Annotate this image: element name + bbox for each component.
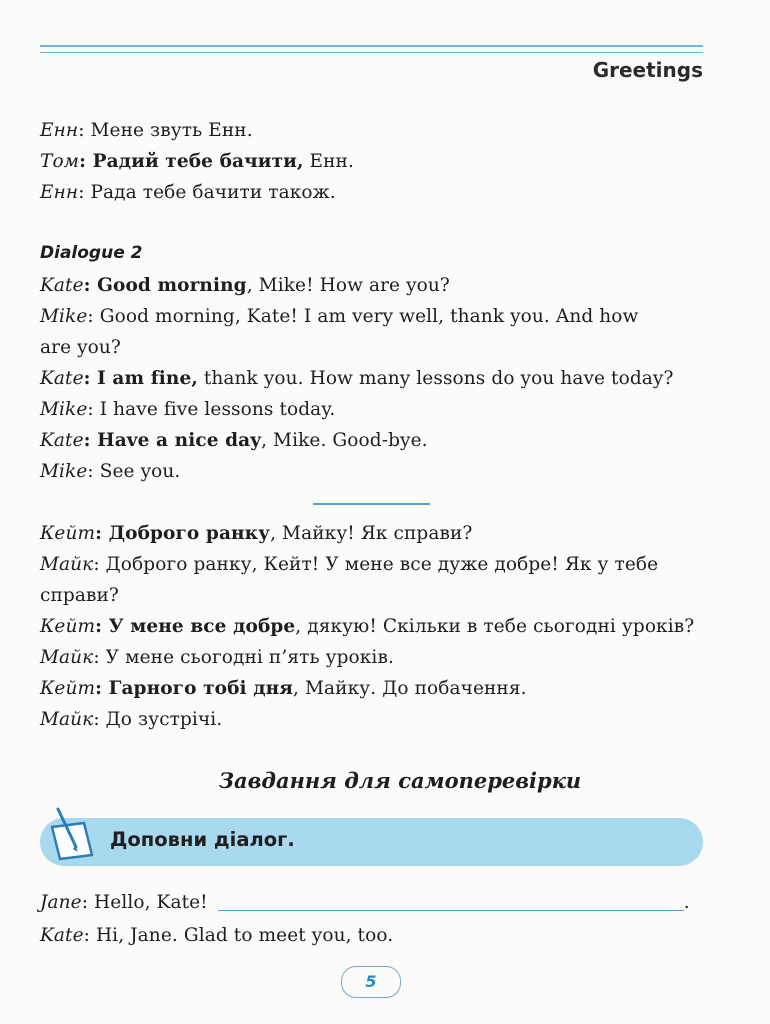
dialogue-line: Kate: Good morning, Mike! How are you? — [40, 275, 450, 296]
dialogue-line: Mike: See you. — [40, 461, 181, 482]
dialogue-line: Том: Радий тебе бачити, Енн. — [40, 151, 354, 172]
section-divider — [313, 503, 430, 505]
dialogue-line: Кейт: Гарного тобі дня, Майку. До побачення. — [40, 678, 527, 699]
dialogue-line: Кейт: Доброго ранку, Майку! Як справи? — [40, 523, 473, 544]
answer-blank[interactable] — [218, 892, 684, 911]
dialogue-line: Енн: Мене звуть Енн. — [40, 120, 253, 141]
dialogue-line: Майк: Доброго ранку, Кейт! У мене все дуже добре! Як у тебе — [40, 554, 659, 575]
dialogue-line: справи? — [40, 585, 119, 606]
dialogue-line: Mike: Good morning, Kate! I am very well, thank you. And how — [40, 306, 639, 327]
chapter-title: Greetings — [592, 58, 703, 82]
dialogue-heading: Dialogue 2 — [40, 243, 143, 263]
dialogue-line: Майк: До зустрічі. — [40, 709, 223, 730]
exercise-line: Kate: Hi, Jane. Glad to meet you, too. — [40, 925, 394, 946]
dialogue-line: Kate: Have a nice day, Mike. Good-bye. — [40, 430, 428, 451]
pen-and-paper-icon — [46, 805, 102, 863]
exercise-line: Jane: Hello, Kate! . — [40, 892, 690, 913]
self-check-title: Завдання для самоперевірки — [218, 768, 582, 793]
dialogue-line: Kate: I am fine, thank you. How many lessons do you have today? — [40, 368, 674, 389]
header-rule — [40, 45, 703, 53]
dialogue-line: Енн: Рада тебе бачити також. — [40, 182, 336, 203]
dialogue-line: are you? — [40, 337, 121, 358]
task-instruction: Доповни діалог. — [110, 828, 295, 851]
dialogue-line: Кейт: У мене все добре, дякую! Скільки в тебе сьогодні уроків? — [40, 616, 695, 637]
page-number: 5 — [341, 966, 401, 998]
dialogue-line: Mike: I have five lessons today. — [40, 399, 336, 420]
dialogue-line: Майк: У мене сьогодні п’ять уроків. — [40, 647, 394, 668]
